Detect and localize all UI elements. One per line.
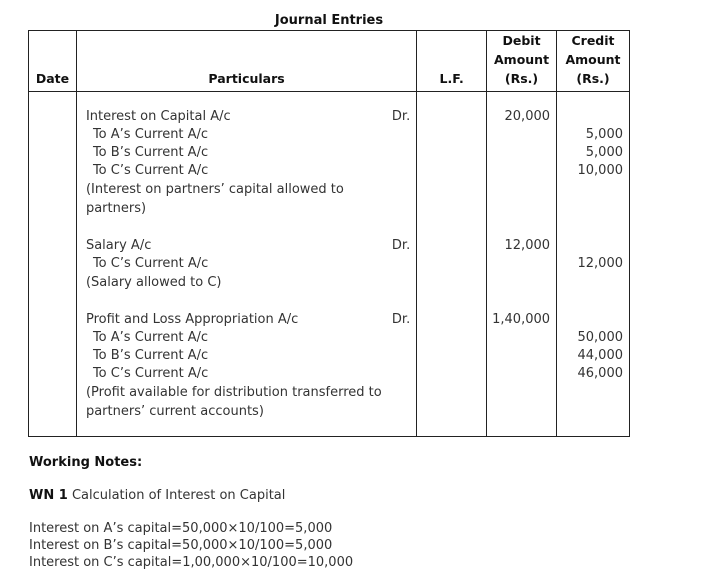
entry-3-credit-account: To C’s Current A/c: [92, 366, 209, 381]
entry-1-credit-account: To B’s Current A/c: [92, 145, 209, 160]
entry-2-credit-amount: 12,000: [577, 256, 623, 271]
working-notes-heading: Working Notes:: [29, 455, 143, 470]
entry-2-debit-amount: 12,000: [504, 238, 551, 253]
calculation-line: Interest on C’s capital=1,00,000×10/100=10,000: [29, 555, 354, 570]
entry-1-credit-amount: 5,000: [585, 127, 623, 142]
entry-2-credit-account: To C’s Current A/c: [92, 256, 209, 271]
entry-3-credit-amount: 50,000: [577, 330, 623, 345]
debit-column: [487, 92, 557, 437]
entry-1-narration: partners): [85, 201, 147, 216]
entry-3-dr: Dr.: [391, 312, 411, 327]
entry-1-narration: (Interest on partners’ capital allowed to: [85, 182, 344, 197]
particulars-column: [76, 92, 416, 437]
entry-1-dr: Dr.: [391, 109, 411, 124]
wn-description: Calculation of Interest on Capital: [71, 488, 286, 503]
entry-3-debit-account: Profit and Loss Appropriation A/c Dr.: [85, 312, 411, 327]
entry-1-debit-account: Interest on Capital A/c Dr.: [85, 109, 411, 124]
table-header-row: [29, 31, 630, 92]
header-particulars: Particulars: [76, 31, 416, 92]
credit-column: [557, 92, 630, 437]
page-title: Journal Entries: [274, 13, 384, 28]
entry-3-narration: (Profit available for distribution transferred to: [85, 385, 382, 400]
entry-1-credit-amount: 5,000: [585, 145, 623, 160]
entry-3-debit-amount: 1,40,000: [492, 312, 551, 327]
date-column: [29, 92, 77, 437]
table-body-row: [29, 92, 630, 437]
journal-table: [28, 30, 630, 437]
wn-label: WN 1: [29, 488, 68, 503]
header-lf: L.F.: [417, 31, 487, 92]
calculation-line: Interest on B’s capital=50,000×10/100=5,000: [29, 538, 333, 553]
wn-title: [29, 488, 285, 503]
header-debit: Debit Amount (Rs.): [487, 31, 557, 92]
lf-column: [417, 92, 487, 437]
entry-3-credit-account: To B’s Current A/c: [92, 348, 209, 363]
entry-2-debit-account: Salary A/c Dr.: [85, 238, 411, 253]
entry-3-credit-account: To A’s Current A/c: [92, 330, 209, 345]
entry-3-narration: partners’ current accounts): [85, 404, 264, 419]
calculation-line: Interest on A’s capital=50,000×10/100=5,000: [29, 521, 333, 536]
header-date: Date: [29, 31, 77, 92]
entry-3-credit-amount: 44,000: [577, 348, 623, 363]
entry-1-credit-account: To C’s Current A/c: [92, 163, 209, 178]
header-credit: Credit Amount (Rs.): [557, 31, 630, 92]
entry-1-debit-amount: 20,000: [504, 109, 551, 124]
entry-1-credit-account: To A’s Current A/c: [92, 127, 209, 142]
entry-2-dr: Dr.: [391, 238, 411, 253]
entry-2-narration: (Salary allowed to C): [85, 275, 222, 290]
entry-1-credit-amount: 10,000: [577, 163, 623, 178]
entry-3-credit-amount: 46,000: [577, 366, 623, 381]
